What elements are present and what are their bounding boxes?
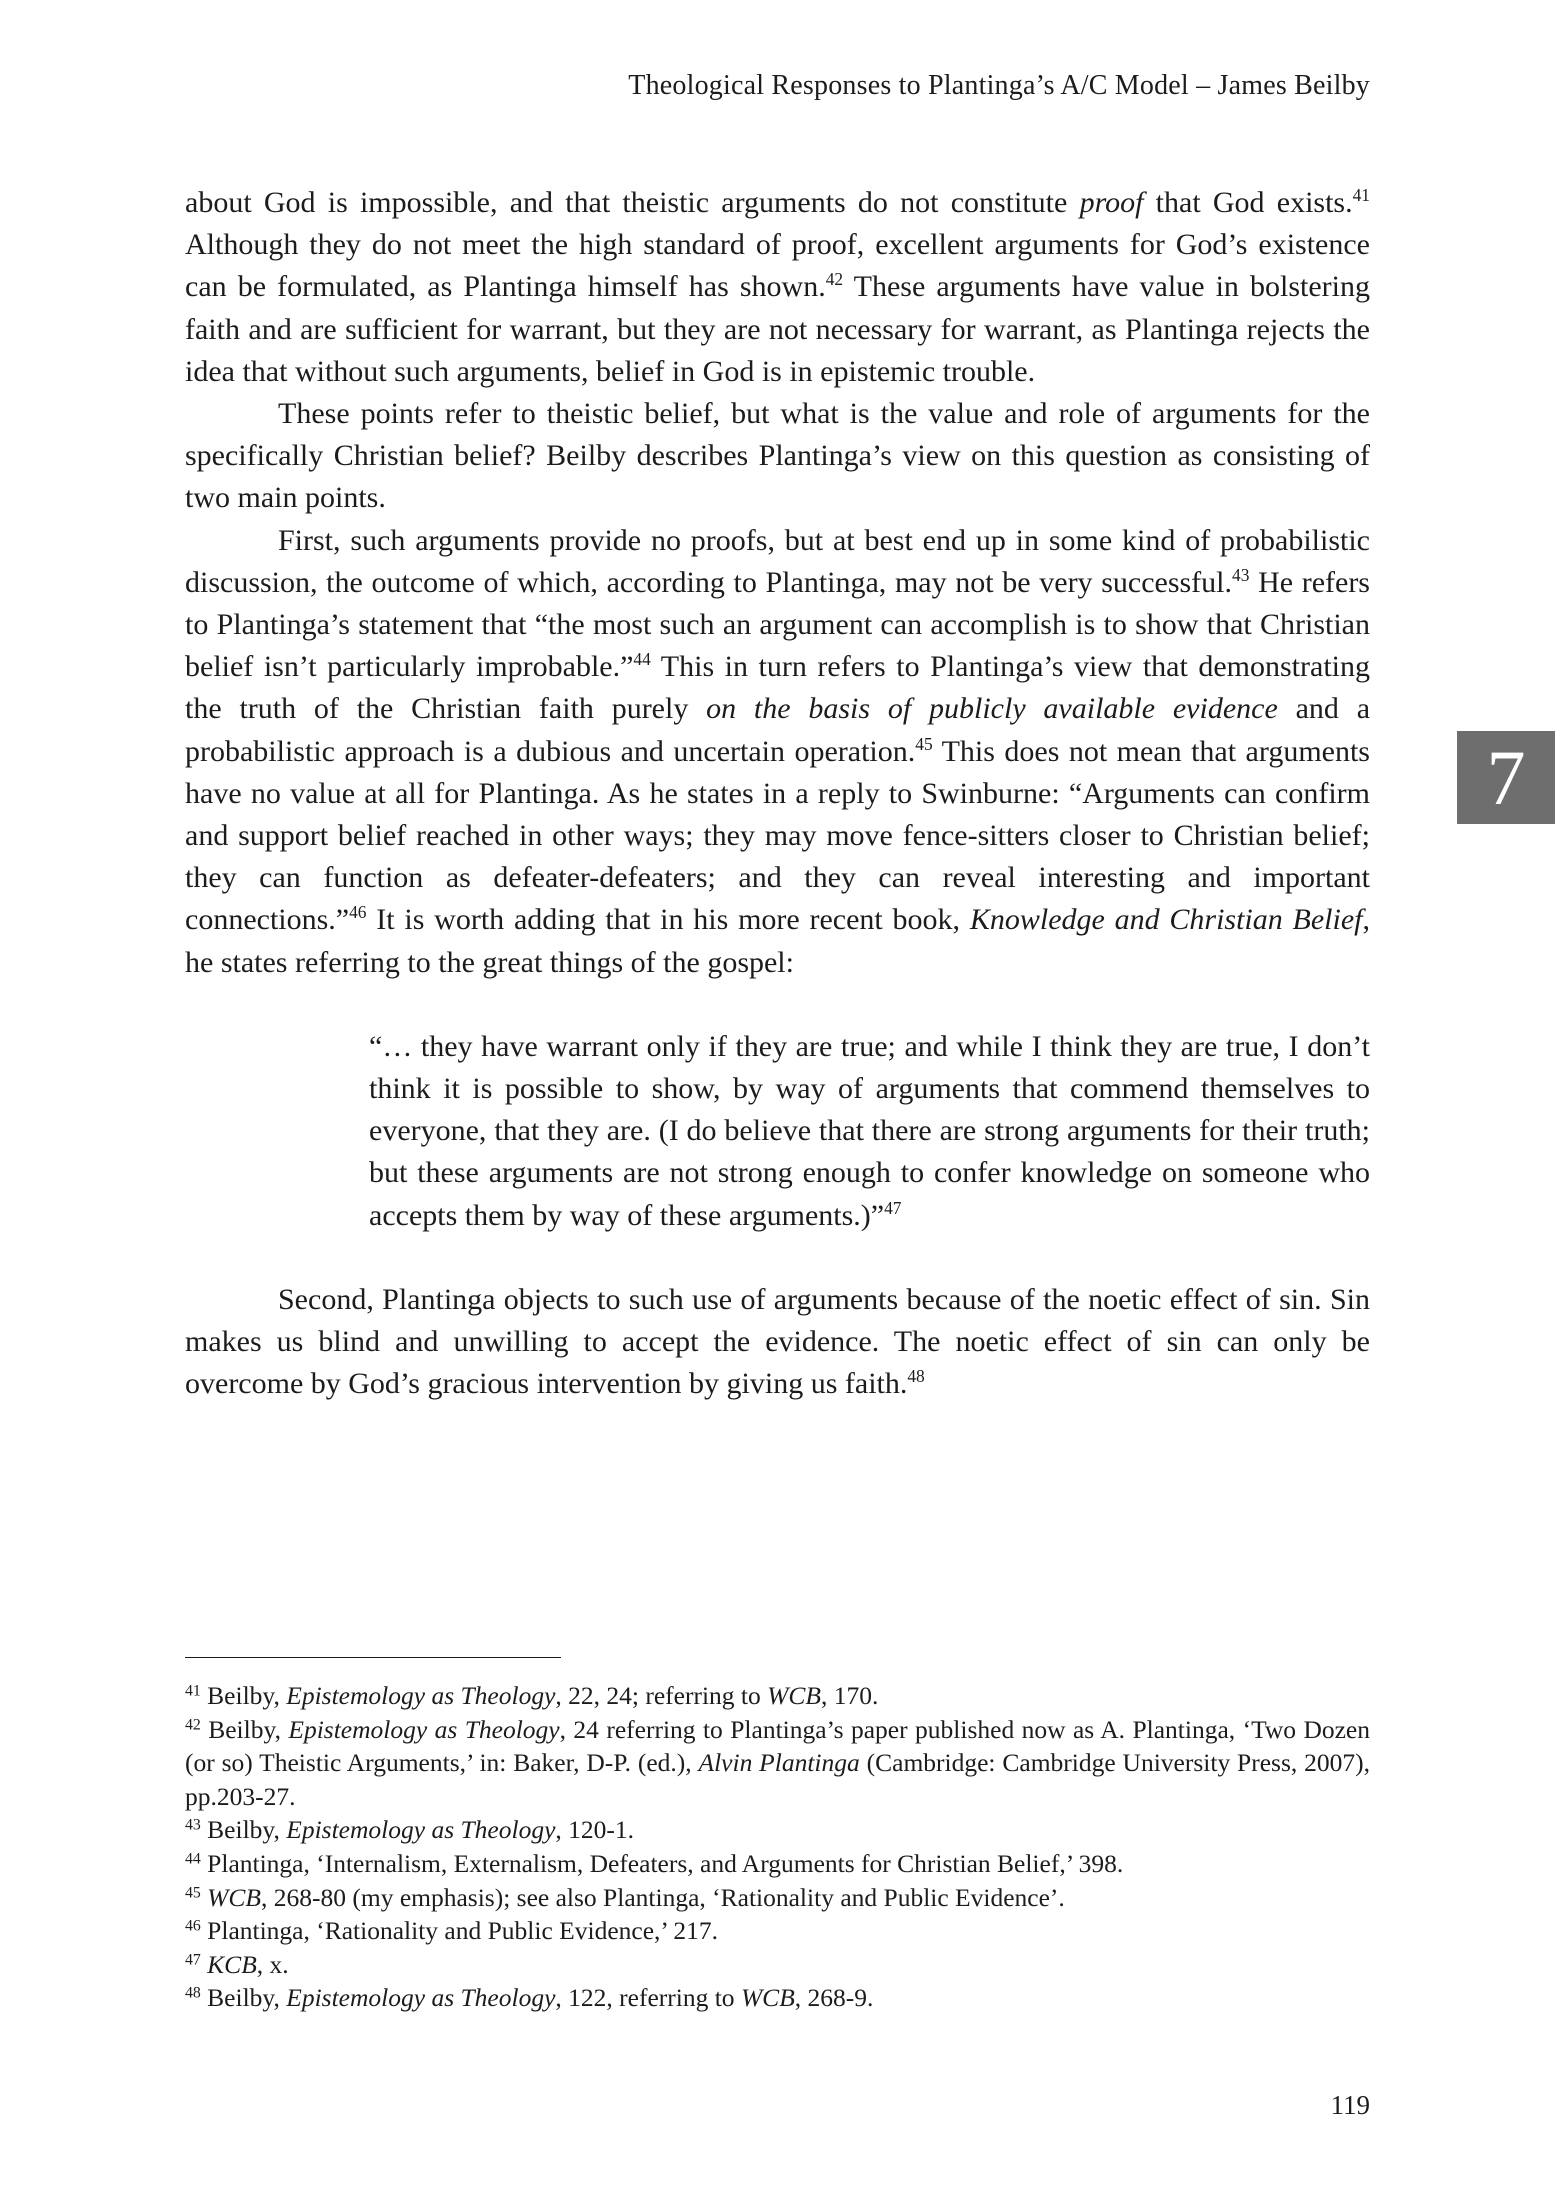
footnote-ref: 46 <box>349 902 367 923</box>
page-number: 119 <box>1330 2090 1370 2120</box>
footnote-48: $^{48}$ Beilby, Epistemology as Theology, 122, referring to WCB, 268-9. <box>185 1983 874 2013</box>
paragraph-3: First, such arguments provide no proofs, but at best end up in some kind of probabilistic discussion, the outcome of which, according to Plantinga, may not be very successful.$^{43}$ He refers to Plantinga’s statement that “the most such an argument can accomplish is to show that Christian belief isn’t particularly improbable.”$^{44}$ This in turn refers to Plantinga’s view that demonstrating the truth of the Christian faith purely on the basis of publicly available evidence and a probabilistic approach is a dubious and uncertain operation.$^{45}$ This does not mean that arguments have no value at all for Plantinga. As he states in a reply to Swinburne: “Arguments can confirm and support belief reached in other ways; they may move fence-sitters closer to Christian belief; they can function as defeater-defeaters; and they can reveal interesting and important connections.”$^{46}$ It is worth adding that in his more recent book, Knowledge and Christian Belief, he states referring to the great things of the gospel: <box>185 523 1371 979</box>
book-title: Knowledge and Christian Belief <box>969 903 1363 937</box>
footnote-ref: 44 <box>633 649 651 670</box>
footnotes <box>185 1679 1370 2015</box>
emphasis: proof <box>1079 186 1144 219</box>
emphasis: on the basis of publicly available evidence <box>706 692 1278 726</box>
running-header: Theological Responses to Plantinga’s A/C Model – James Beilby <box>628 70 1370 101</box>
footnote-ref: 41 <box>1352 185 1370 206</box>
footnote-ref: 43 <box>1232 565 1250 586</box>
footnote-44: $^{44}$ Plantinga, ‘Internalism, Externalism, Defeaters, and Arguments for Christian Belief,’ 398. <box>185 1848 1124 1878</box>
block-quote: “… they have warrant only if they are true; and while I think they are true, I don’t think it is possible to show, by way of arguments that commend themselves to everyone, that they are. (I do believe that there are strong arguments for their truth; but these arguments are not strong enough to confer knowledge on someone who accepts them by way of these arguments.)”$^{47}$ <box>369 1029 1370 1232</box>
footnote-ref: 42 <box>825 269 844 290</box>
footnote-divider <box>185 1657 561 1658</box>
footnote-42: $^{42}$ Beilby, Epistemology as Theology, 24 referring to Plantinga’s paper published now as A. Plantinga, ‘Two Dozen (or so) Theistic Arguments,’ in: Baker, D-P. (ed.), Alvin Plantinga (Cambridge: Cambridge University Press, 2007), pp.203-27. <box>185 1714 1371 1811</box>
footnote-45: $^{45}$ WCB, 268-80 (my emphasis); see also Plantinga, ‘Rationality and Public Evidence’. <box>185 1882 1065 1912</box>
footnote-ref: 47 <box>884 1197 902 1218</box>
footnote-ref: 48 <box>907 1366 925 1387</box>
footnote-ref: 45 <box>915 733 933 754</box>
main-text <box>185 182 1370 1405</box>
paragraph-2: These points refer to theistic belief, but what is the value and role of arguments for the specifically Christian belief? Beilby describes Plantinga’s view on this question as consisting of two main points. <box>185 397 1370 515</box>
footnote-46: $^{46}$ Plantinga, ‘Rationality and Public Evidence,’ 217. <box>185 1916 719 1946</box>
footnote-47: $^{47}$ KCB, x. <box>185 1949 289 1979</box>
paragraph-4: Second, Plantinga objects to such use of arguments because of the noetic effect of sin. Sin makes us blind and unwilling to accept the evidence. The noetic effect of sin can only be overcome by God’s gracious intervention by giving us faith.$^{48}$ <box>185 1282 1370 1401</box>
footnote-43: $^{43}$ Beilby, Epistemology as Theology, 120-1. <box>185 1815 635 1845</box>
paragraph-1: about God is impossible, and that theistic arguments do not constitute proof that God exists.$^{41}$ Although they do not meet the high standard of proof, excellent arguments for God’s existence can be formulated, as Plantinga himself has shown.$^{42}$ These arguments have value in bolstering faith and are sufficient for warrant, but they are not necessary for warrant, as Plantinga rejects the idea that without such arguments, belief in God is in epistemic trouble. <box>185 185 1370 388</box>
chapter-number-tab: 7 <box>1457 731 1555 824</box>
footnote-41: $^{41}$ Beilby, Epistemology as Theology, 22, 24; referring to WCB, 170. <box>185 1681 879 1710</box>
